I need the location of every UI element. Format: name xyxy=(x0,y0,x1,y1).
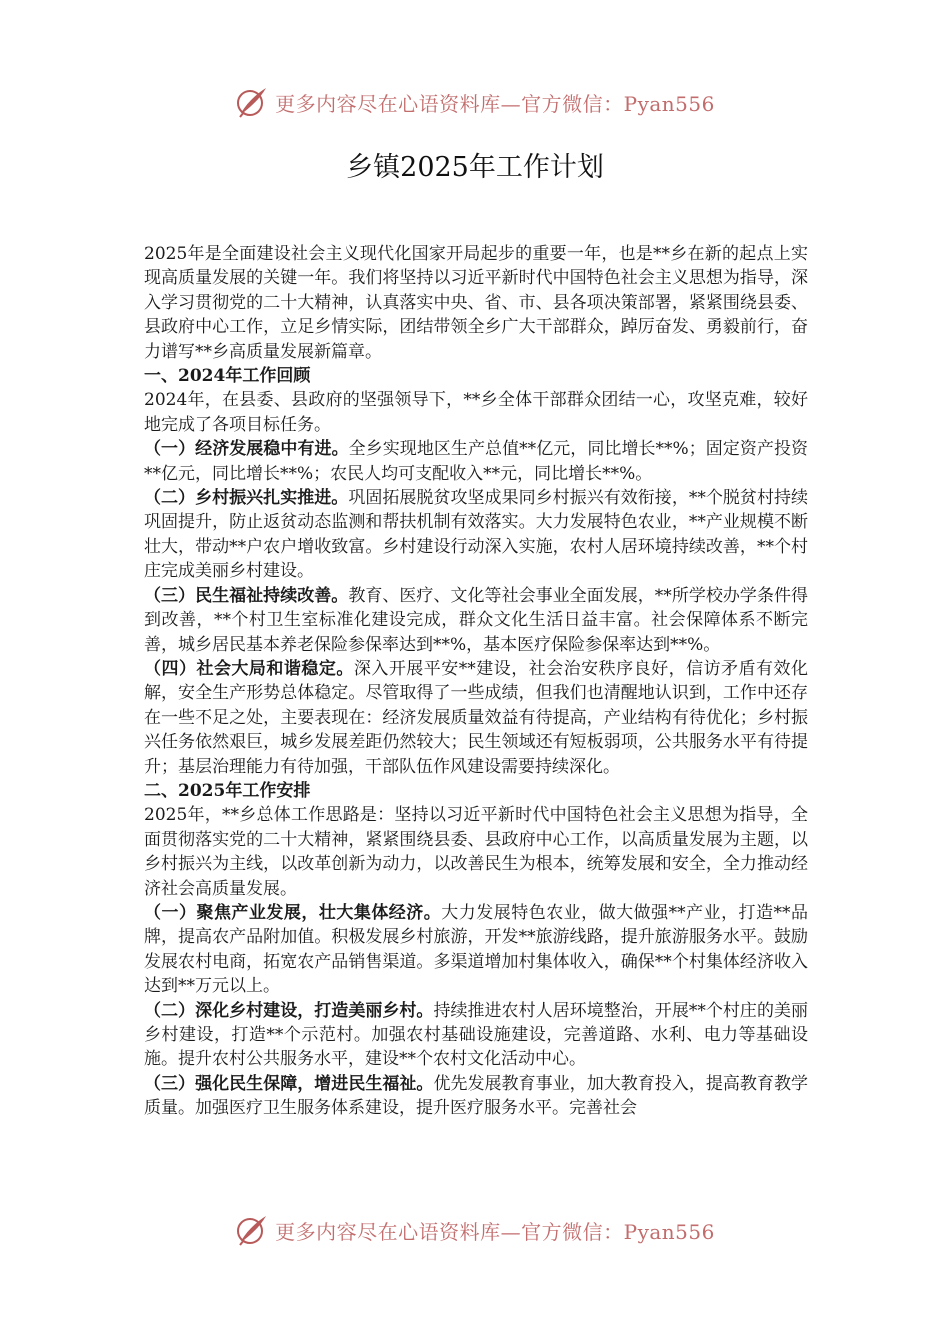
item-lead: （二）乡村振兴扎实推进。 xyxy=(144,488,349,509)
section2-intro: 2025年，**乡总体工作思路是：坚持以习近平新时代中国特色社会主义思想为指导，全面贯彻落实党的二十大精神，紧紧围绕县委、县政府中心工作，以高质量发展为主题，以乡村振兴为主线，以改革创新为动力，以改善民生为根本，统筹发展和安全，全力推动经济社会高质量发展。 xyxy=(144,805,808,899)
section2-item xyxy=(144,1072,808,1121)
document-title: 乡镇2025年工作计划 xyxy=(346,152,604,183)
section1-intro: 2024年，在县委、县政府的坚强领导下，**乡全体干部群众团结一心，攻坚克难，较好地完成了各项目标任务。 xyxy=(144,390,808,435)
item-text: 全乡实现地区生产总值**亿元，同比增长**%；固定资产投资**亿元，同比增长**%；农民人均可支配收入**元，同比增长**%。 xyxy=(144,439,809,484)
section1-item xyxy=(144,486,808,584)
item-text: 教育、医疗、文化等社会事业全面发展，**所学校办学条件得到改善，**个村卫生室标准化建设完成，群众文化生活日益丰富。社会保障体系不断完善，城乡居民基本养老保险参保率达到**%，基本医疗保险参保率达到**%。 xyxy=(144,585,809,655)
section2-item xyxy=(144,999,808,1072)
item-lead: （三）民生福祉持续改善。 xyxy=(144,585,349,606)
section1-item xyxy=(144,437,808,486)
item-text: 巩固拓展脱贫攻坚成果同乡村振兴有效衔接，**个脱贫村持续巩固提升，防止返贫动态监测和帮扶机制有效落实。大力发展特色农业，**产业规模不断壮大，带动**户农户增收致富。乡村建设行动深入实施，农村人居环境持续改善，**个村庄完成美丽乡村建设。 xyxy=(144,488,809,582)
item-text: 持续推进农村人居环境整治，开展**个村庄的美丽乡村建设，打造**个示范村。加强农村基础设施建设，完善道路、水利、电力等基础设施。提升农村公共服务水平，建设**个农村文化活动中心。 xyxy=(144,1000,809,1070)
item-lead: （三）强化民生保障，增进民生福祉。 xyxy=(144,1073,434,1094)
item-text: 大力发展特色农业，做大做强**产业，打造**品牌，提高农产品附加值。积极发展乡村旅游，开发**旅游线路，提升旅游服务水平。鼓励发展农村电商，拓宽农产品销售渠道。多渠道增加村集体收入，确保**个村集体经济收入达到**万元以上。 xyxy=(144,902,809,997)
intro-paragraph: 2025年是全面建设社会主义现代化国家开局起步的重要一年，也是**乡在新的起点上实现高质量发展的关键一年。我们将坚持以习近平新时代中国特色社会主义思想为指导，深入学习贯彻党的二十大精神，认真落实中央、省、市、县各项决策部署，紧紧围绕县委、县政府中心工作，立足乡情实际，团结带领全乡广大干部群众，踔厉奋发、勇毅前行，奋力谱写**乡高质量发展新篇章。 xyxy=(144,244,808,362)
quill-logo-icon xyxy=(235,85,269,119)
section1-heading: 一、2024年工作回顾 xyxy=(144,366,311,387)
item-lead: （一）经济发展稳中有进。 xyxy=(144,439,349,460)
item-text: 深入开展平安**建设，社会治安秩序良好，信访矛盾有效化解，安全生产形势总体稳定。尽管取得了一些成绩，但我们也清醒地认识到，工作中还存在一些不足之处，主要表现在：经济发展质量效益有待提高，产业结构有待优化；乡村振兴任务依然艰巨，城乡发展差距仍然较大；民生领域还有短板弱项，公共服务水平有待提升；基层治理能力有待加强，干部队伍作风建设需要持续深化。 xyxy=(144,658,809,777)
item-lead: （一）聚焦产业发展，壮大集体经济。 xyxy=(144,902,442,923)
document-body xyxy=(144,242,808,1121)
item-text: 优先发展教育事业，加大教育投入，提高教育教学质量。加强医疗卫生服务体系建设，提升医疗服务水平。完善社会 xyxy=(144,1073,809,1119)
item-lead: （二）深化乡村建设，打造美丽乡村。 xyxy=(144,1000,434,1021)
quill-logo-icon xyxy=(235,1213,269,1247)
section1-item xyxy=(144,657,808,779)
footer-banner xyxy=(0,1210,950,1250)
section2-heading: 二、2025年工作安排 xyxy=(144,780,311,801)
footer-banner-text: 更多内容尽在心语资料库—官方微信：Pyan556 xyxy=(275,1219,715,1244)
section2-item xyxy=(144,901,808,999)
header-banner-text: 更多内容尽在心语资料库—官方微信：Pyan556 xyxy=(275,91,715,116)
section1-item xyxy=(144,584,808,657)
header-banner xyxy=(0,82,950,122)
item-lead: （四）社会大局和谐稳定。 xyxy=(144,658,354,679)
